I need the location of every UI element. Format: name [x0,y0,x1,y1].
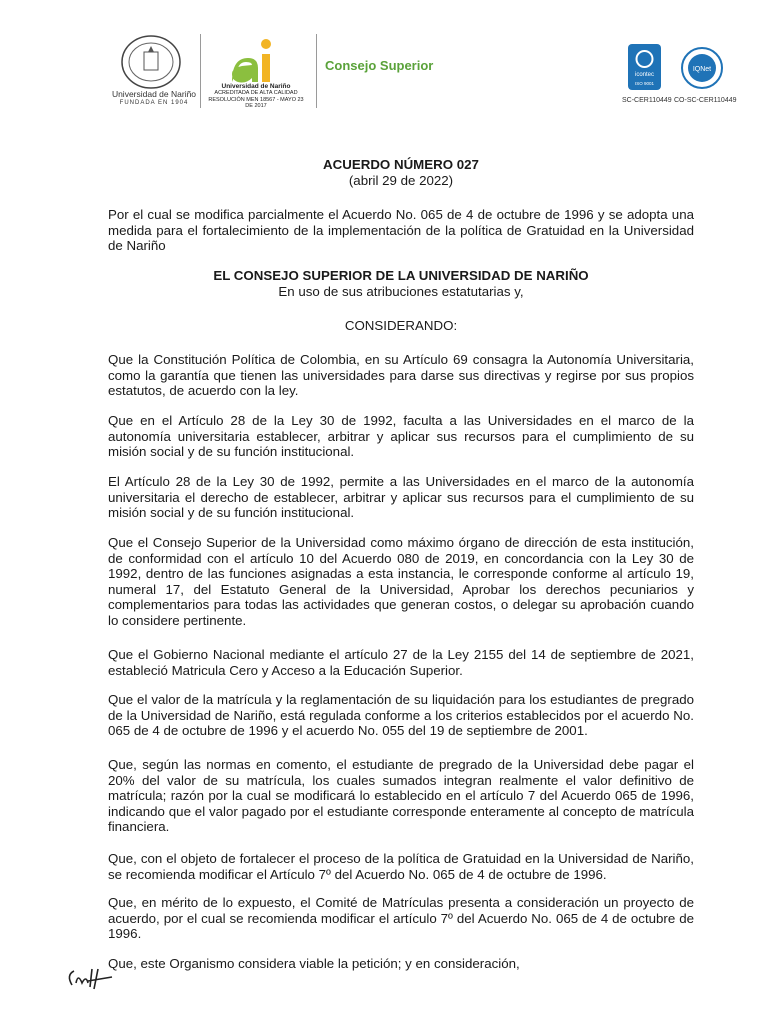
agreement-summary: Por el cual se modifica parcialmente el Acuerdo No. 065 de 4 de octubre de 1996 y se adopta una medida para el fortalecimiento de la implementación de la política de Gratuidad en la Universidad de Nariño [108,207,694,254]
paragraph: Que el Consejo Superior de la Universidad como máximo órgano de dirección de esta institución, de conformidad con el artículo 10 del Acuerdo 080 de 2019, en concordancia con la Ley 30 de 1992, dentro de las funciones asignadas a esta instancia, le corresponde conforme al artículo 19, numeral 17, del Estatuto General de la Universidad, Aprobar los derechos pecuniarios y complementarios para todas las actividades que generan costos, o delegar su aprobación cuando lo considere pertinente. [108,535,694,628]
ai-accreditation-text: Universidad de Nariño ACREDITADA DE ALTA CALIDAD RESOLUCIÓN MEN 18567 - MAYO 23 DE 2017 [208,83,304,109]
paragraph: Que el valor de la matrícula y la reglamentación de su liquidación para los estudiantes de pregrado de la Universidad de Nariño, está regulada conforme a los criterios establecidos por el acuerdo No. 065 de 4 de octubre de 1996 y el acuerdo No. 055 del 19 de septiembre de 2001. [108,692,694,739]
svg-text:IQNet: IQNet [692,66,712,73]
paragraph: Que, en mérito de lo expuesto, el Comité de Matrículas presenta a consideración un proyecto de acuerdo, por el cual se recomienda modificar el artículo 7º del Acuerdo No. 065 de 4 de octubre de 1996. [108,895,694,942]
paragraph: Que en el Artículo 28 de la Ley 30 de 1992, faculta a las Universidades en el marco de la autonomía universitaria establecer, arbitrar y aplicar sus recursos para el cumplimiento de su misión social y de su función institucional. [108,413,694,460]
body-heading: EL CONSEJO SUPERIOR DE LA UNIVERSIDAD DE NARIÑO [213,268,589,283]
agreement-title: ACUERDO NÚMERO 027 [323,157,479,172]
icontec-logo [628,44,661,90]
ai-accreditation-logo [228,38,280,84]
paragraph: Que el Gobierno Nacional mediante el artículo 27 de la Ley 2155 del 14 de septiembre de 2021, estableció Matricula Cero y Acceso a la Educación Superior. [108,647,694,678]
council-label: Consejo Superior [325,58,434,73]
agreement-date: (abril 29 de 2022) [348,173,454,188]
considering-heading: CONSIDERANDO: [344,318,458,333]
university-seal-logo [120,34,182,90]
iqnet-logo [680,46,724,90]
initials-signature [64,965,116,991]
svg-text:ISO 9001: ISO 9001 [634,81,655,86]
letterhead [0,0,767,120]
paragraph: Que, según las normas en comento, el estudiante de pregrado de la Universidad debe pagar el 20% del valor de su matrícula, los cuales sumados integran realmente el valor definitivo de matrícula; razón por la cual se modificará lo establecido en el artículo 7 del Acuerdo 065 de 1996, indicando que el valor pagado por el estudiante corresponde enteramente al concepto de matrícula financiera. [108,757,694,835]
paragraph: Que, este Organismo considera viable la petición; y en consideración, [108,956,520,971]
paragraph: Que la Constitución Política de Colombia, en su Artículo 69 consagra la Autonomía Universitaria, como la garantía que tienen las universidades para darse sus directivas y regirse por sus propios estatutos, de acuerdo con la ley. [108,352,694,399]
svg-text:icontec: icontec [634,72,655,78]
body-subheading: En uso de sus atribuciones estatutarias y, [278,284,524,299]
divider [316,34,317,108]
cert-code-right: CO-SC-CER110449 [674,97,737,104]
paragraph: Que, con el objeto de fortalecer el proceso de la política de Gratuidad en la Universidad de Nariño, se recomienda modificar el Artículo 7º del Acuerdo No. 065 de 4 de octubre de 1996. [108,851,694,882]
paragraph: El Artículo 28 de la Ley 30 de 1992, permite a las Universidades en el marco de la autonomía universitaria el derecho de establecer, arbitrar y aplicar sus recursos para el cumplimiento de su misión social y de su función institucional. [108,474,694,521]
cert-code-left: SC-CER110449 [622,97,672,104]
divider [200,34,201,108]
university-name: Universidad de Nariño FUNDADA EN 1904 [111,89,197,106]
